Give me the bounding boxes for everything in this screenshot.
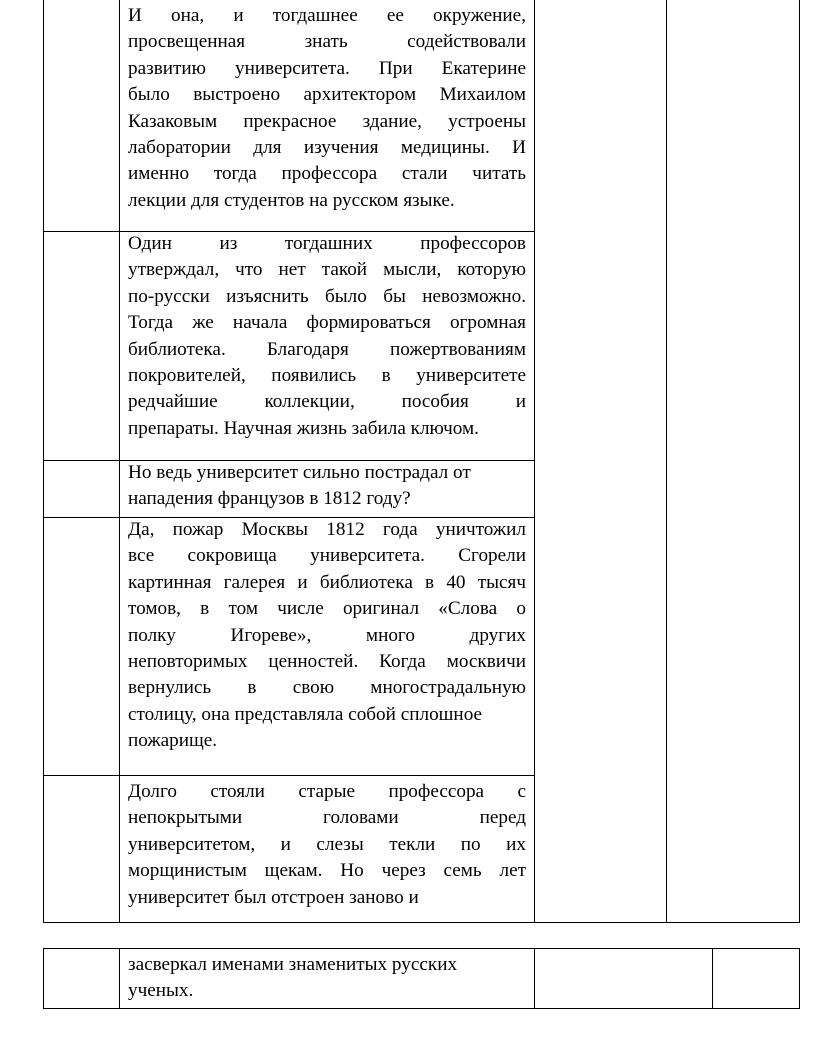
table-2-col-divider-1 bbox=[119, 948, 120, 1009]
table-row-5-text bbox=[128, 779, 526, 911]
line: ученых. bbox=[128, 980, 194, 1002]
table-1-bottom-border bbox=[43, 922, 800, 923]
line: лаборатории для изучения медицины. И bbox=[128, 137, 526, 159]
line: просвещенная знать содействовали bbox=[128, 31, 526, 53]
line: столицу, она представляла собой сплошное bbox=[128, 703, 483, 725]
line: вернулись в свою многострадальную bbox=[128, 677, 526, 699]
table-2-bottom-border bbox=[43, 1008, 800, 1009]
line: неповторимых ценностей. Когда москвичи bbox=[128, 651, 526, 673]
line: развитию университета. При Екатерине bbox=[128, 57, 526, 79]
table-2-top-border bbox=[43, 948, 800, 949]
table-1-right-border bbox=[799, 0, 800, 923]
table-row-1-text bbox=[128, 3, 526, 214]
line: препараты. Научная жизнь забила ключом. bbox=[128, 417, 479, 439]
row-divider-4 bbox=[43, 775, 535, 776]
line: картинная галерея и библиотека в 40 тысяч bbox=[128, 571, 526, 593]
line: полку Игореве», много других bbox=[128, 624, 526, 646]
line: было выстроено архитектором Михаилом bbox=[128, 84, 526, 106]
table-row-3-text bbox=[128, 460, 526, 513]
line: университет был отстроен заново и bbox=[128, 886, 419, 908]
line: Да, пожар Москвы 1812 года уничтожил bbox=[128, 519, 526, 540]
line: И она, и тогдашнее ее окружение, bbox=[128, 5, 526, 26]
line: томов, в том числе оригинал «Слова о bbox=[128, 598, 526, 620]
line: по-русски изъяснить было бы невозможно. bbox=[128, 285, 526, 307]
line: Долго стояли старые профессора с bbox=[128, 781, 526, 802]
table-2-right-border bbox=[799, 948, 800, 1009]
line: морщинистым щекам. Но через семь лет bbox=[128, 860, 526, 882]
line: пожарище. bbox=[128, 730, 218, 752]
table-row-4-text bbox=[128, 517, 526, 755]
table-2-col-divider-3 bbox=[712, 948, 713, 1009]
line: непокрытыми головами перед bbox=[128, 807, 526, 829]
line: нападения французов в 1812 году? bbox=[128, 488, 411, 510]
line: Но ведь университет сильно пострадал от bbox=[128, 462, 471, 483]
table-2-col-divider-2 bbox=[534, 948, 535, 1009]
table-1-left-border bbox=[43, 0, 44, 923]
table-1-col-divider-3 bbox=[666, 0, 667, 923]
table-1-col-divider-1 bbox=[119, 0, 120, 923]
line: утверждал, что нет такой мысли, которую bbox=[128, 259, 526, 281]
table-row-2-text bbox=[128, 231, 526, 442]
line: все сокровища университета. Сгорели bbox=[128, 545, 526, 567]
line: библиотека. Благодаря пожертвованиям bbox=[128, 338, 526, 360]
line: университетом, и слезы текли по их bbox=[128, 833, 526, 855]
line: Тогда же начала формироваться огромная bbox=[128, 312, 526, 334]
table-2-left-border bbox=[43, 948, 44, 1009]
line: редчайшие коллекции, пособия и bbox=[128, 391, 526, 413]
line: засверкал именами знаменитых русских bbox=[128, 954, 458, 975]
table-1-col-divider-2 bbox=[534, 0, 535, 923]
line: покровителей, появились в университете bbox=[128, 365, 526, 387]
line: Казаковым прекрасное здание, устроены bbox=[128, 110, 526, 132]
line: лекции для студентов на русском языке. bbox=[128, 189, 455, 211]
line: Один из тогдашних профессоров bbox=[128, 233, 526, 254]
line: именно тогда профессора стали читать bbox=[128, 163, 526, 185]
table-2-row-text bbox=[128, 952, 526, 1005]
